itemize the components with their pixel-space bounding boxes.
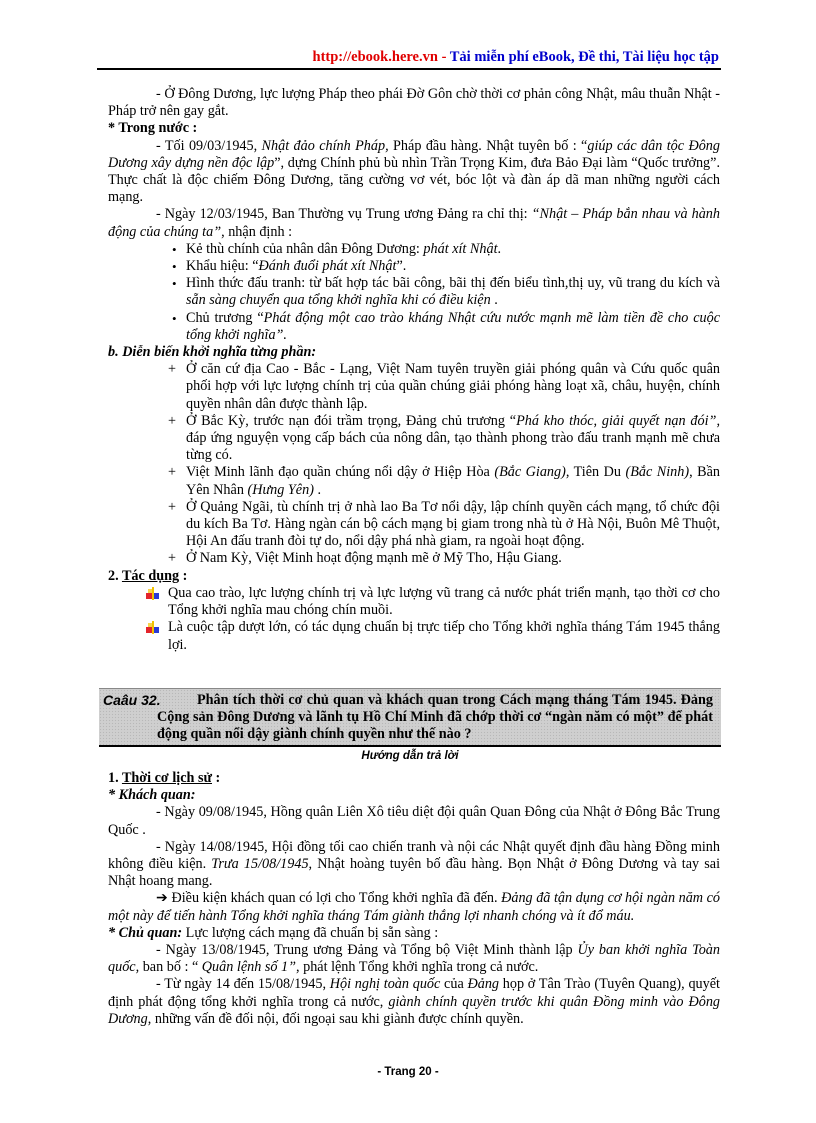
italic-text: Nhật đảo chính Pháp, — [261, 137, 389, 154]
heading-trong-nuoc: * Trong nước : — [108, 120, 198, 137]
text: Lực lượng cách mạng đã chuẩn bị sẵn sàng : — [182, 924, 439, 941]
heading-dien-bien: b. Diễn biến khởi nghĩa từng phần: — [108, 344, 317, 361]
text: , Tiên Du — [565, 464, 626, 481]
text: - Ngày 12/03/1945, Ban Thường vụ Trung ương Đảng ra chỉ thị: — [156, 206, 532, 223]
text: ”, dựng Chính phủ bù nhìn Trần Trọng Kim, đưa Bảo Đại làm “Quốc trưởng”. Thực chất là độc chiếm Đông Dương, tăng cường vơ vét, bóc lột và đàn áp dã man những người cách mạng. — [108, 154, 720, 206]
paragraph-09-03-1945 — [108, 138, 720, 207]
italic-text: (Bắc Ninh) — [625, 464, 690, 481]
text: họp ở Tân Trào (Tuyên Quang), quyết định phát động tổng khởi nghĩa trong cả nước, — [108, 976, 720, 1010]
italic-text: (Bắc Giang) — [494, 464, 566, 481]
text: . — [313, 481, 322, 498]
paragraph-09-08-1945: - Ngày 09/08/1945, Hồng quân Liên Xô tiêu diệt đội quân Quan Đông của Nhật ở Đông Bắc Trung Quốc . — [108, 804, 720, 838]
italic-text: “Nhật – Pháp bắn nhau và hành động của chúng ta” — [108, 206, 720, 240]
header-url-link[interactable]: http://ebook.here.vn — [312, 49, 438, 65]
list-item — [168, 464, 720, 498]
text: - Từ ngày 14 đến 15/08/1945, — [156, 976, 330, 993]
italic-text: Phá kho thóc, giải quyết nạn đói”, — [516, 412, 720, 429]
flag-bullet-icon — [146, 587, 159, 600]
text: Khẩu hiệu: “ — [186, 258, 259, 275]
text: . — [497, 240, 502, 257]
text: Ở Bắc Kỳ, trước nạn đói trầm trọng, Đảng chủ trương “ — [186, 412, 517, 429]
list-item — [174, 258, 720, 275]
text: ”. — [396, 258, 407, 275]
text: Pháp đầu hàng. Nhật tuyên bố : “ — [388, 137, 588, 154]
directive-bullet-list — [108, 241, 720, 344]
italic-text: (Hưng Yên) — [247, 481, 314, 498]
heading-khach-quan: * Khách quan: — [108, 787, 196, 804]
question-box — [99, 688, 721, 747]
italic-text: giúp các dân tộc Đông Dương xây dựng nền độc lập — [108, 137, 720, 171]
text: đáp ứng nguyện vọng cấp bách của nông dân, tạo thành phong trào đấu tranh mạnh mẽ chưa từng có. — [186, 430, 720, 464]
question-text: Phân tích thời cơ chủ quan và khách quan trong Cách mạng tháng Tám 1945. Đảng Cộng sản Đông Dương và lãnh tụ Hồ Chí Minh đã chớp thời cơ “ngàn năm có một” để phát động quần nổi dậy giành chính quyền như thế nào ? — [157, 692, 713, 743]
paragraph-12-03-1945 — [108, 206, 720, 240]
text: , Nhật hoàng tuyên bố đầu hàng. Bọn Nhật ở Đông Dương và tay sai Nhật hoang mang. — [108, 856, 721, 890]
page-number: - Trang 20 - — [377, 1066, 439, 1078]
main-content-bottom — [108, 770, 720, 1028]
italic-text: phát xít Nhật — [423, 240, 498, 257]
heading-tac-dung — [108, 568, 720, 585]
flag-bullet-icon — [146, 621, 159, 634]
text: Ở Quảng Ngãi, tù chính trị ở nhà lao Ba Tơ nổi dậy, lập chính quyền cách mạng, tổ chức đội du kích Ba Tơ. Hàng ngàn cán bộ cách mạng bị giam trong nhà tù ở Hà Nội, Buôn Mê Thuột, Hội An đấu tranh đòi tự do, nổi dậy phá nhà giam, ra ngoài hoạt động. — [186, 498, 720, 550]
text: - Ngày 14/08/1945, Hội đồng tối cao chiến tranh và nội các Nhật quyết định đầu hàng Đồng minh không điều kiện. — [108, 838, 720, 873]
italic-text: Hội nghị toàn quốc — [329, 976, 441, 993]
italic-text: giành chính quyền trước khi quân Đồng minh vào Đông Dương — [108, 993, 721, 1027]
section-number: 1. — [108, 770, 122, 786]
italic-text: Quân lệnh số 1” — [201, 959, 296, 976]
paragraph-13-08-1945 — [108, 942, 720, 976]
header-tagline: Tải miễn phí eBook, Đề thi, Tài liệu học tập — [449, 49, 719, 65]
header-divider — [97, 68, 721, 70]
text: Ở Nam Kỳ, Việt Minh hoạt động mạnh mẽ ở Mỹ Tho, Hậu Giang. — [186, 550, 562, 567]
heading-thoi-co — [108, 770, 720, 787]
italic-text: Đảng — [467, 976, 500, 993]
text: - Ngày 13/08/1945, Trung ương Đảng và Tổng bộ Việt Minh thành lập — [156, 942, 578, 959]
effect-list — [108, 585, 720, 654]
plus-marker-icon: + — [168, 412, 177, 429]
list-item — [168, 550, 720, 567]
plus-marker-icon: + — [168, 464, 177, 481]
main-content-top — [108, 86, 720, 654]
text: : — [212, 770, 221, 786]
list-item — [174, 310, 720, 344]
section-title: Thời cơ lịch sử — [121, 770, 212, 786]
italic-text: Đánh đuổi phát xít Nhật — [258, 258, 397, 275]
text: . — [490, 292, 498, 309]
plus-marker-icon: + — [168, 498, 177, 515]
section-number: 2. — [108, 567, 122, 584]
paragraph-conclusion — [108, 890, 720, 924]
text: của — [440, 976, 468, 993]
italic-text: Phát động một cao trào kháng Nhật cứu nước mạnh mẽ làm tiền đề cho cuộc tổng khởi nghĩa”. — [186, 309, 720, 343]
list-item — [168, 413, 720, 465]
paragraph-14-08-1945 — [108, 839, 720, 891]
answer-guide-heading: Hướng dẫn trả lời — [361, 750, 459, 762]
heading-chu-quan: * Chủ quan: — [108, 924, 183, 941]
section-title: Tác dụng — [121, 567, 180, 584]
text: Qua cao trào, lực lượng chính trị và lực lượng vũ trang cả nước phát triển mạnh, tạo thời cơ cho Tổng khởi nghĩa mau chóng chín muồi. — [168, 584, 720, 619]
list-item — [144, 585, 720, 619]
italic-text: Ủy ban khởi nghĩa Toàn quốc, — [108, 942, 720, 976]
plus-marker-icon: + — [168, 550, 177, 567]
text: Điều kiện khách quan có lợi cho Tổng khởi nghĩa đã đến. — [171, 890, 502, 907]
paragraph-chu-quan — [108, 925, 720, 942]
text: , Bần Yên Nhân — [186, 464, 720, 498]
page-header — [108, 49, 719, 66]
text: , nhận định : — [221, 223, 293, 240]
text: , phát lệnh Tổng khởi nghĩa trong cả nước. — [296, 959, 539, 976]
question-label: Caâu 32. — [103, 692, 161, 708]
paragraph-14-15-08-1945 — [108, 976, 720, 1028]
text: - Tối 09/03/1945, — [156, 137, 262, 154]
text: ban bố : “ — [139, 959, 202, 976]
list-item — [168, 499, 720, 551]
list-item — [174, 275, 720, 309]
list-item — [174, 241, 720, 258]
text: Là cuộc tập dượt lớn, có tác dụng chuẩn bị trực tiếp cho Tổng khởi nghĩa tháng Tám 1945 thắng lợi. — [168, 619, 720, 653]
text: : — [179, 567, 188, 584]
header-separator: - — [437, 49, 450, 65]
text: Kẻ thù chính của nhân dân Đông Dương: — [186, 240, 424, 257]
uprising-list — [108, 361, 720, 567]
text: Ở căn cứ địa Cao - Bắc - Lạng, Việt Nam tuyên truyền giải phóng quân và Cứu quốc quân phối hợp với lực lượng chính trị của quần chúng giải phóng hàng loạt xã, châu, huyện, chính quyền nhân dân được thành lập. — [186, 361, 720, 412]
paragraph-dong-duong: - Ở Đông Dương, lực lượng Pháp theo phái Đờ Gôn chờ thời cơ phản công Nhật, mâu thuẫn Nhật - Pháp trở nên gay gắt. — [108, 86, 720, 120]
italic-text: sẵn sàng chuyển qua tổng khởi nghĩa khi có điều kiện — [186, 292, 491, 309]
arrow-right-icon: ➔ — [156, 890, 172, 907]
plus-marker-icon: + — [168, 361, 177, 378]
italic-text: Trưa 15/08/1945 — [211, 856, 309, 873]
text: Chủ trương “ — [186, 309, 264, 326]
text: Hình thức đấu tranh: từ bất hợp tác bãi công, bãi thị đến biểu tình,thị uy, vũ trang du kích và — [186, 275, 720, 292]
list-item — [144, 619, 720, 653]
list-item — [168, 361, 720, 413]
text: , những vấn đề đối nội, đối ngoại sau khi giành được chính quyền. — [147, 1010, 524, 1027]
text: Việt Minh lãnh đạo quần chúng nổi dậy ở Hiệp Hòa — [186, 464, 495, 481]
italic-text: Đảng đã tận dụng cơ hội ngàn năm có một này để tiến hành Tổng khởi nghĩa tháng Tám giành thắng lợi nhanh chóng và ít đổ máu. — [108, 890, 720, 924]
